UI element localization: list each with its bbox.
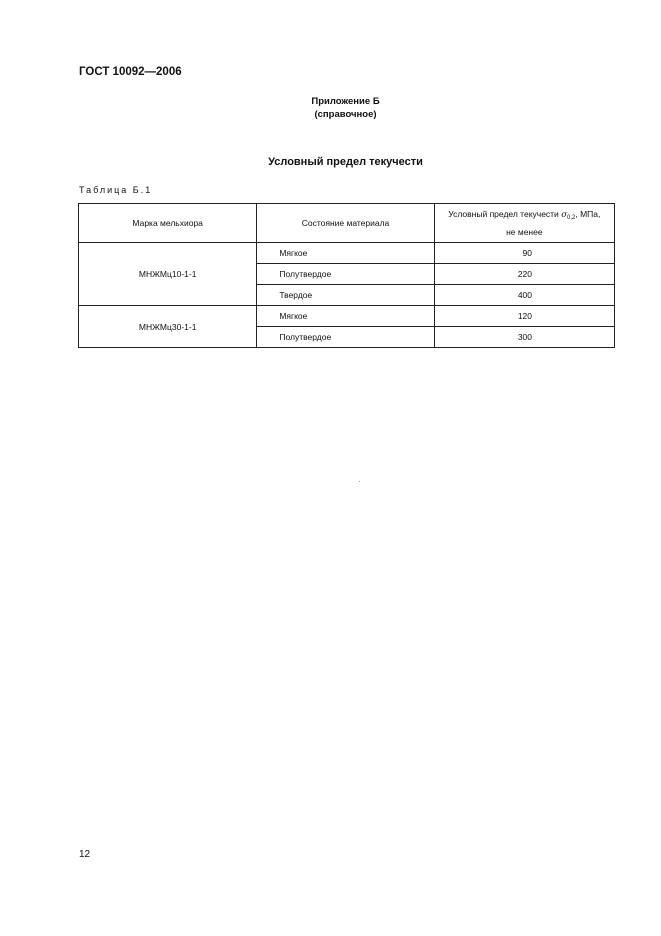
table-caption: Таблица Б.1 bbox=[79, 185, 153, 195]
state-cell: Мягкое bbox=[257, 243, 434, 264]
header-value bbox=[434, 204, 614, 243]
grade-cell: МНЖМц30-1-1 bbox=[79, 306, 257, 348]
value-cell: 400 bbox=[434, 285, 614, 306]
table-row bbox=[79, 243, 615, 264]
section-heading: Условный предел текучести bbox=[268, 156, 423, 168]
state-cell: Твердое bbox=[257, 285, 434, 306]
value-cell: 90 bbox=[434, 243, 614, 264]
header-state: Состояние материала bbox=[257, 204, 434, 243]
header-value-line2: не менее bbox=[506, 227, 543, 237]
state-cell: Мягкое bbox=[257, 306, 434, 327]
sigma-symbol: σ bbox=[561, 210, 567, 220]
appendix-label bbox=[0, 95, 661, 121]
page-number: 12 bbox=[79, 849, 91, 860]
state-cell: Полутвердое bbox=[257, 327, 434, 348]
document-code: ГОСТ 10092—2006 bbox=[79, 66, 182, 78]
grade-cell: МНЖМц10-1-1 bbox=[79, 243, 257, 306]
appendix-title: Приложение Б bbox=[311, 96, 380, 107]
scan-speck bbox=[359, 481, 360, 482]
yield-strength-table bbox=[78, 203, 615, 348]
value-cell: 300 bbox=[434, 327, 614, 348]
value-cell: 120 bbox=[434, 306, 614, 327]
header-value-prefix: Условный предел текучести bbox=[448, 209, 559, 219]
sigma-subscript: 0,2 bbox=[567, 215, 576, 221]
value-cell: 220 bbox=[434, 264, 614, 285]
table-header-row bbox=[79, 204, 615, 243]
appendix-subtitle: (справочное) bbox=[314, 109, 377, 120]
state-cell: Полутвердое bbox=[257, 264, 434, 285]
header-value-suffix: , МПа, bbox=[575, 209, 601, 219]
table-row bbox=[79, 306, 615, 327]
header-grade: Марка мельхиора bbox=[79, 204, 257, 243]
